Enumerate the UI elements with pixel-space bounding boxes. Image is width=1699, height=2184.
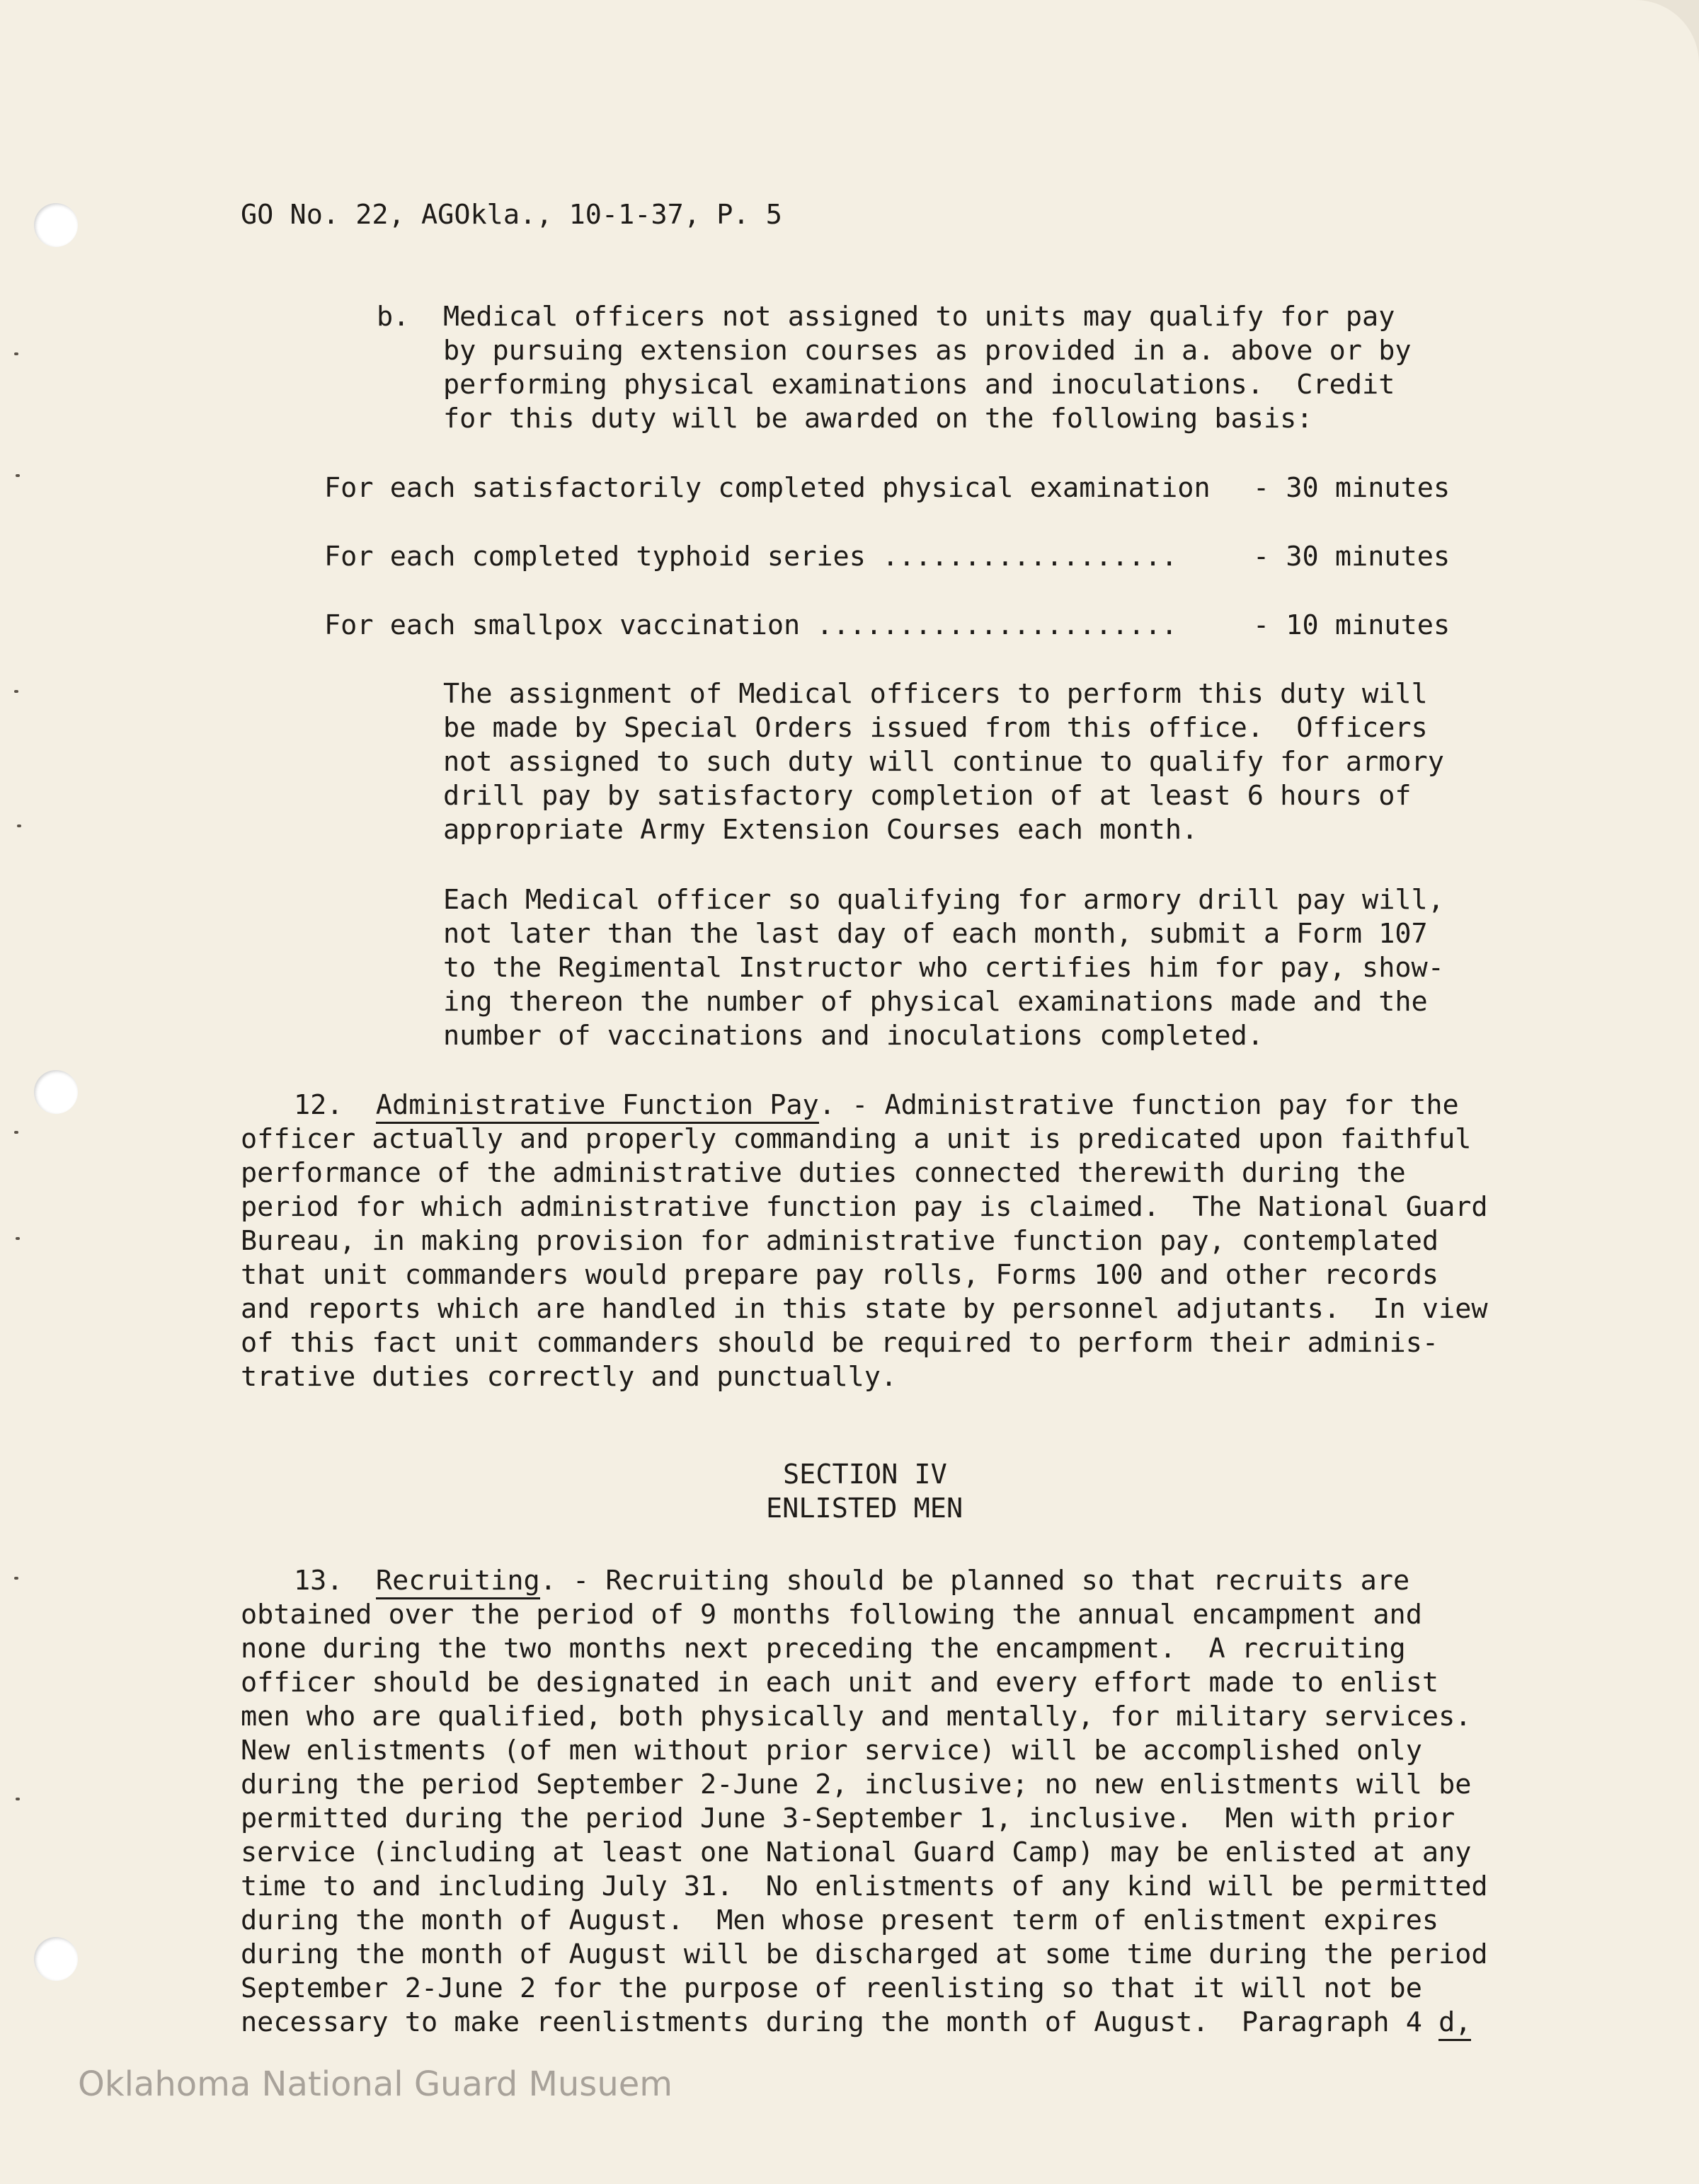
paragraph-line: Each Medical officer so qualifying for armory drill pay will, — [443, 884, 1444, 916]
credit-item: For each satisfactorily completed physical examination — [324, 472, 1211, 504]
paragraph-line: number of vaccinations and inoculations completed. — [443, 1020, 1264, 1052]
para-13-first-line — [294, 1564, 1409, 1599]
para-12-first-line — [294, 1088, 1459, 1123]
paragraph-line: officer should be designated in each unit and every effort made to enlist — [241, 1667, 1439, 1699]
para-13-last-line — [241, 2006, 1471, 2040]
paragraph-line: period for which administrative function pay is claimed. The National Guard — [241, 1191, 1488, 1223]
paragraph-line: during the period September 2-June 2, inclusive; no new enlistments will be — [241, 1769, 1472, 1800]
paragraph-line: necessary to make reenlistments during the month of August. Paragraph 4 — [241, 2006, 1439, 2038]
credit-row — [324, 609, 1177, 643]
para-b-label: b. — [377, 301, 410, 333]
paragraph-line: New enlistments (of men without prior service) will be accomplished only — [241, 1735, 1422, 1766]
credit-leader: ...................... — [816, 609, 1178, 641]
paragraph-line: permitted during the period June 3-September 1, inclusive. Men with prior — [241, 1803, 1455, 1834]
paragraph-line: that unit commanders would prepare pay rolls, Forms 100 and other records — [241, 1259, 1439, 1291]
paper-speck — [16, 474, 20, 477]
credit-item: For each completed typhoid series — [324, 541, 866, 573]
credit-leader: .................. — [882, 541, 1178, 573]
credit-row — [324, 540, 1177, 575]
para-b-line: for this duty will be awarded on the following basis: — [443, 403, 1313, 435]
paragraph-line: September 2-June 2 for the purpose of reenlisting so that it will not be — [241, 1972, 1422, 2004]
paragraph-line: performance of the administrative duties connected therewith during the — [241, 1157, 1406, 1189]
paper-speck — [14, 690, 18, 693]
paper-speck — [14, 1577, 18, 1580]
paragraph-line: and reports which are handled in this state by personnel adjutants. In view — [241, 1293, 1488, 1325]
paragraph-line: not assigned to such duty will continue to qualify for armory — [443, 746, 1444, 778]
paragraph-line: Bureau, in making provision for administrative function pay, contemplated — [241, 1225, 1439, 1257]
credit-row — [324, 471, 1211, 506]
credit-value: - 30 minutes — [1253, 472, 1451, 504]
page-header: GO No. 22, AGOkla., 10-1-37, P. 5 — [241, 199, 782, 231]
paragraph-line: obtained over the period of 9 months following the annual encampment and — [241, 1599, 1422, 1631]
paper-speck — [16, 1798, 20, 1800]
credit-value: - 30 minutes — [1253, 541, 1451, 573]
paper-speck — [17, 824, 21, 827]
paragraph-line: to the Regimental Instructor who certifies him for pay, show- — [443, 952, 1444, 984]
paragraph-line: The assignment of Medical officers to perform this duty will — [443, 678, 1428, 710]
para-b-line: performing physical examinations and inoculations. Credit — [443, 369, 1395, 401]
paragraph-reference: d, — [1438, 2006, 1471, 2041]
paragraph-line: ing thereon the number of physical examinations made and the — [443, 986, 1428, 1018]
paragraph-line: drill pay by satisfactory completion of at least 6 hours of — [443, 780, 1412, 812]
paragraph-line: none during the two months next preceding the encampment. A recruiting — [241, 1633, 1406, 1665]
paragraph-line: service (including at least one National Guard Camp) may be enlisted at any — [241, 1837, 1472, 1868]
paragraph-line: time to and including July 31. No enlistments of any kind will be permitted — [241, 1870, 1488, 1902]
binder-hole-top — [34, 203, 78, 247]
credit-item: For each smallpox vaccination — [324, 609, 801, 641]
paragraph-line: be made by Special Orders issued from this office. Officers — [443, 712, 1428, 744]
section-heading: SECTION IV — [783, 1459, 947, 1490]
paper-speck — [14, 352, 18, 355]
para-13-title: Recruiting — [376, 1565, 540, 1599]
museum-watermark: Oklahoma National Guard Musuem — [78, 2064, 673, 2104]
para-b-line: Medical officers not assigned to units may qualify for pay — [443, 301, 1395, 333]
para-b-line: by pursuing extension courses as provided in a. above or by — [443, 335, 1412, 367]
paragraph-line: during the month of August. Men whose present term of enlistment expires — [241, 1904, 1439, 1936]
binder-hole-bottom — [34, 1937, 78, 1981]
para-13-first-line-rest: . - Recruiting should be planned so that recruits are — [539, 1565, 1410, 1597]
paragraph-line: not later than the last day of each month, submit a Form 107 — [443, 918, 1428, 950]
credit-value: - 10 minutes — [1253, 609, 1451, 641]
binder-hole-middle — [34, 1070, 78, 1114]
paragraph-line: trative duties correctly and punctually. — [241, 1361, 898, 1393]
paragraph-line: during the month of August will be discharged at some time during the period — [241, 1938, 1488, 1970]
para-12-first-line-rest: . - Administrative function pay for the — [818, 1089, 1459, 1121]
paragraph-line: officer actually and properly commanding a unit is predicated upon faithful — [241, 1123, 1472, 1155]
para-12-number: 12. — [294, 1089, 343, 1121]
para-12-title: Administrative Function Pay — [376, 1089, 819, 1124]
paragraph-line: appropriate Army Extension Courses each month. — [443, 814, 1199, 846]
paragraph-line: men who are qualified, both physically and mentally, for military services. — [241, 1701, 1472, 1732]
paper-speck — [16, 1237, 20, 1240]
section-subheading: ENLISTED MEN — [766, 1493, 963, 1524]
paper-speck — [14, 1131, 18, 1134]
para-13-number: 13. — [294, 1565, 343, 1597]
paragraph-line: of this fact unit commanders should be required to perform their adminis- — [241, 1327, 1439, 1359]
